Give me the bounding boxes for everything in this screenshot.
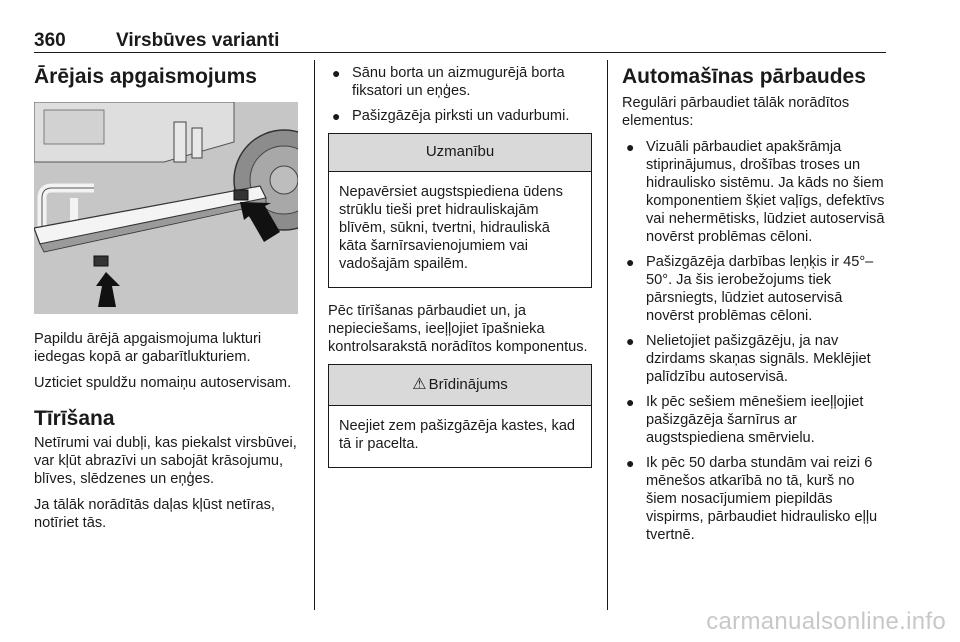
- list-item: ● Vizuāli pārbaudiet apakšrāmja stiprinājumus, drošības troses un hidraulisko sistēmu. Ja kāds no šiem komponentiem šķiet vaļīgs, defektīvs vai nehermētisks, lūdziet autoservisā novērst problēmas cēloni.: [626, 139, 885, 245]
- watermark: carmanualsonline.info: [706, 608, 946, 635]
- checks-bullet-list: [622, 138, 888, 544]
- bullet-icon: ●: [626, 139, 635, 155]
- section-title-vehicle-checks: Automašīnas pārbaudes: [622, 65, 866, 88]
- cleaning-paragraph: Ja tālāk norādītās daļas kļūst netīras, notīriet tās.: [34, 497, 275, 531]
- caution-box: [328, 133, 592, 288]
- bullet-icon: ●: [626, 394, 635, 410]
- truck-lights-illustration: [34, 102, 298, 314]
- list-item: ● Pašizgāzēja darbības leņķis ir 45°–50°. Ja šis ierobežojums tiek pārsniegts, lūdziet autoservisā novērst problēmas cēloni.: [626, 254, 874, 324]
- section-title-cleaning: Tīrīšana: [34, 407, 115, 430]
- warning-icon: ⚠: [412, 376, 427, 393]
- bullet-icon: ●: [626, 455, 635, 471]
- warning-box: [328, 364, 592, 468]
- after-cleaning-paragraph: Pēc tīrīšanas pārbaudiet un, ja nepieciešams, ieeļļojiet īpašnieka kontrolsarakstā norādītos komponentus.: [328, 303, 588, 355]
- list-item: ● Nelietojiet pašizgāzēju, ja nav dzirdams skaņas signāls. Meklējiet palīdzību autoservisā.: [626, 333, 871, 385]
- caption-paragraph: Papildu ārējā apgaismojuma lukturi iedegas kopā ar gabarītlukturiem.: [34, 331, 262, 365]
- caption-paragraph: Uzticiet spuldžu nomaiņu autoservisam.: [34, 375, 292, 391]
- list-item: ● Sānu borta un aizmugurējā borta fiksatori un eņģes.: [332, 65, 565, 99]
- page-number: 360: [34, 30, 66, 51]
- bullet-icon: ●: [626, 333, 635, 349]
- list-item: ● Pašizgāzēja pirksti un vadurbumi.: [332, 108, 570, 124]
- column-divider: [314, 60, 315, 610]
- warning-text: Neejiet zem pašizgāzēja kastes, kad tā ir pacelta.: [339, 418, 576, 452]
- column-divider: [607, 60, 608, 610]
- cleaning-bullet-list: [328, 64, 592, 125]
- column-middle: [328, 64, 592, 482]
- bullet-icon: ●: [626, 254, 635, 270]
- chapter-title: Virsbūves varianti: [116, 30, 280, 51]
- caution-text: Nepavērsiet augstspiediena ūdens strūklu tieši pret hidrauliskajām blīvēm, sūkni, tvertni, hidrauliskā kāta šarnīrsavienojumiem vai vadošajām spailēm.: [339, 184, 563, 272]
- page-header: [34, 30, 886, 53]
- list-item: ● Ik pēc sešiem mēnešiem ieeļļojiet pašizgāzēja šarnīrus ar augstspiediena smērvielu.: [626, 394, 864, 446]
- caution-title: Uzmanību: [329, 134, 591, 172]
- column-right: [622, 64, 888, 552]
- warning-header: [329, 365, 591, 406]
- warning-title: Brīdinājums: [428, 376, 508, 393]
- checks-intro: Regulāri pārbaudiet tālāk norādītos elementus:: [622, 95, 850, 129]
- list-item: ● Ik pēc 50 darba stundām vai reizi 6 mēnešos atkarībā no tā, kurš no šiem nosacījumiem piepildās vispirms, pārbaudiet hidraulisko eļļu tvertnē.: [626, 455, 878, 543]
- section-title-exterior-lighting: Ārējais apgaismojums: [34, 65, 257, 88]
- column-left: [34, 64, 302, 540]
- bullet-icon: ●: [332, 65, 341, 81]
- bullet-icon: ●: [332, 108, 341, 124]
- cleaning-paragraph: Netīrumi vai dubļi, kas piekalst virsbūvei, var kļūt abrazīvi un sabojāt krāsojumu, blīves, slēdzenes un eņģes.: [34, 435, 297, 487]
